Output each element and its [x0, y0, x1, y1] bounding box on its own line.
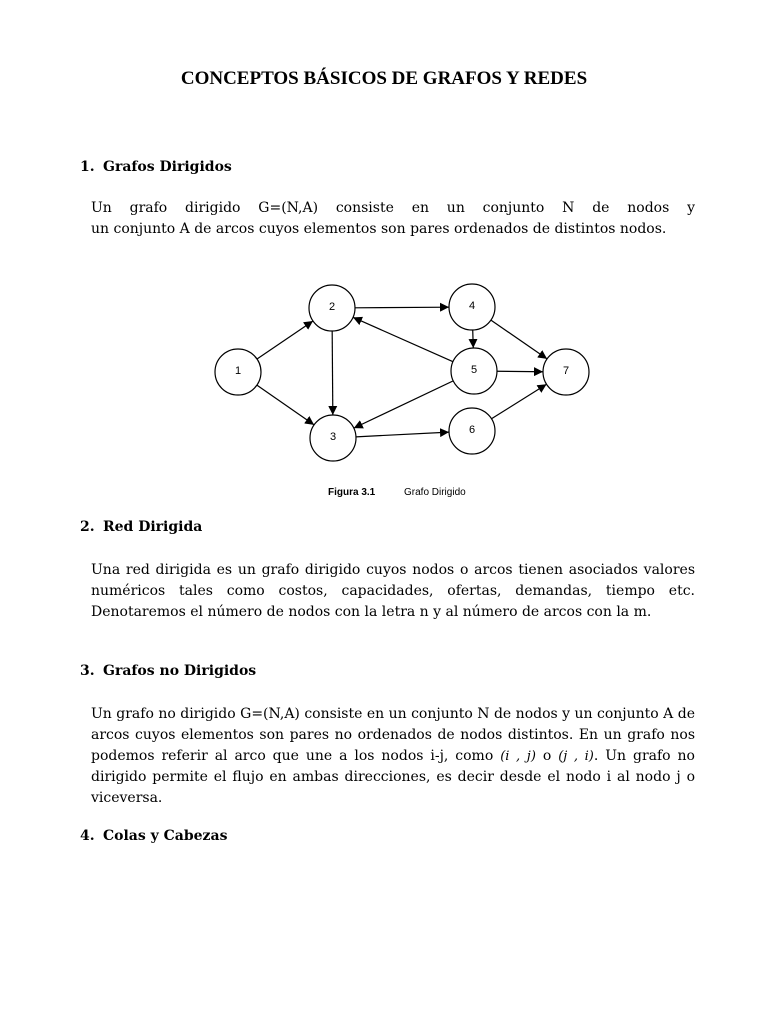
paragraph-text: Un grafo no dirigido G=(N,A) consiste en un conjunto N de nodos y un conjunto A de arcos cuyos elementos son pares no ordenados de nodos distintos. En un grafo nos podemos referir al arco que une a los nodos i-j, como	[91, 706, 695, 764]
directed-graph-figure	[200, 278, 610, 502]
section-title: Grafos no Dirigidos	[103, 663, 257, 679]
figure-caption: Grafo Dirigido	[404, 487, 466, 498]
section-3-paragraph	[91, 704, 695, 809]
arc-6-7	[491, 384, 546, 419]
section-title: Red Dirigida	[103, 519, 203, 535]
section-number: 1.	[80, 159, 95, 175]
arc-5-3	[354, 381, 453, 428]
node-label-5: 5	[470, 363, 478, 376]
arc-5-2	[353, 317, 453, 361]
arc-4-5	[473, 330, 474, 348]
paragraph-text: o	[535, 748, 559, 764]
section-title: Colas y Cabezas	[103, 828, 228, 844]
node-label-4: 4	[468, 299, 476, 312]
arc-1-3	[257, 385, 314, 425]
arc-4-7	[491, 320, 547, 359]
section-2-heading	[80, 519, 202, 535]
arc-2-3	[332, 331, 333, 415]
pair-ij: (i , j)	[500, 749, 536, 764]
section-2-paragraph: Una red dirigida es un grafo dirigido cuyos nodos o arcos tienen asociados valores numéricos tales como costos, capacidades, ofertas, demandas, tiempo etc. Denotaremos el número de nodos con la letra n y al número de arcos con la m.	[91, 562, 695, 620]
section-1-line-1: Un grafo dirigido G=(N,A) consiste en un conjunto N de nodos y	[91, 200, 695, 216]
pair-ji: (j , i)	[558, 749, 594, 764]
section-1-heading	[80, 159, 232, 175]
node-label-7: 7	[562, 364, 570, 377]
node-label-1: 1	[234, 364, 242, 377]
page-title: CONCEPTOS BÁSICOS DE GRAFOS Y REDES	[180, 68, 588, 89]
node-label-2: 2	[328, 300, 336, 313]
section-3-heading	[80, 663, 256, 679]
section-number: 2.	[80, 519, 95, 535]
figure-label: Figura 3.1	[328, 487, 376, 498]
section-4-heading	[80, 828, 227, 844]
paragraph-text: . Un grafo no dirigido permite el flujo en ambas direcciones, es decir desde el nodo i al nodo j o viceversa.	[91, 748, 695, 806]
arc-2-4	[355, 307, 449, 308]
section-1-line-2: un conjunto A de arcos cuyos elementos son pares ordenados de distintos nodos.	[91, 221, 667, 237]
section-number: 3.	[80, 663, 95, 679]
arc-3-6	[356, 432, 449, 437]
arc-1-2	[257, 321, 313, 359]
arc-5-7	[497, 371, 543, 372]
section-title: Grafos Dirigidos	[103, 159, 232, 175]
node-label-6: 6	[468, 423, 476, 436]
node-label-3: 3	[329, 430, 337, 443]
section-number: 4.	[80, 828, 95, 844]
